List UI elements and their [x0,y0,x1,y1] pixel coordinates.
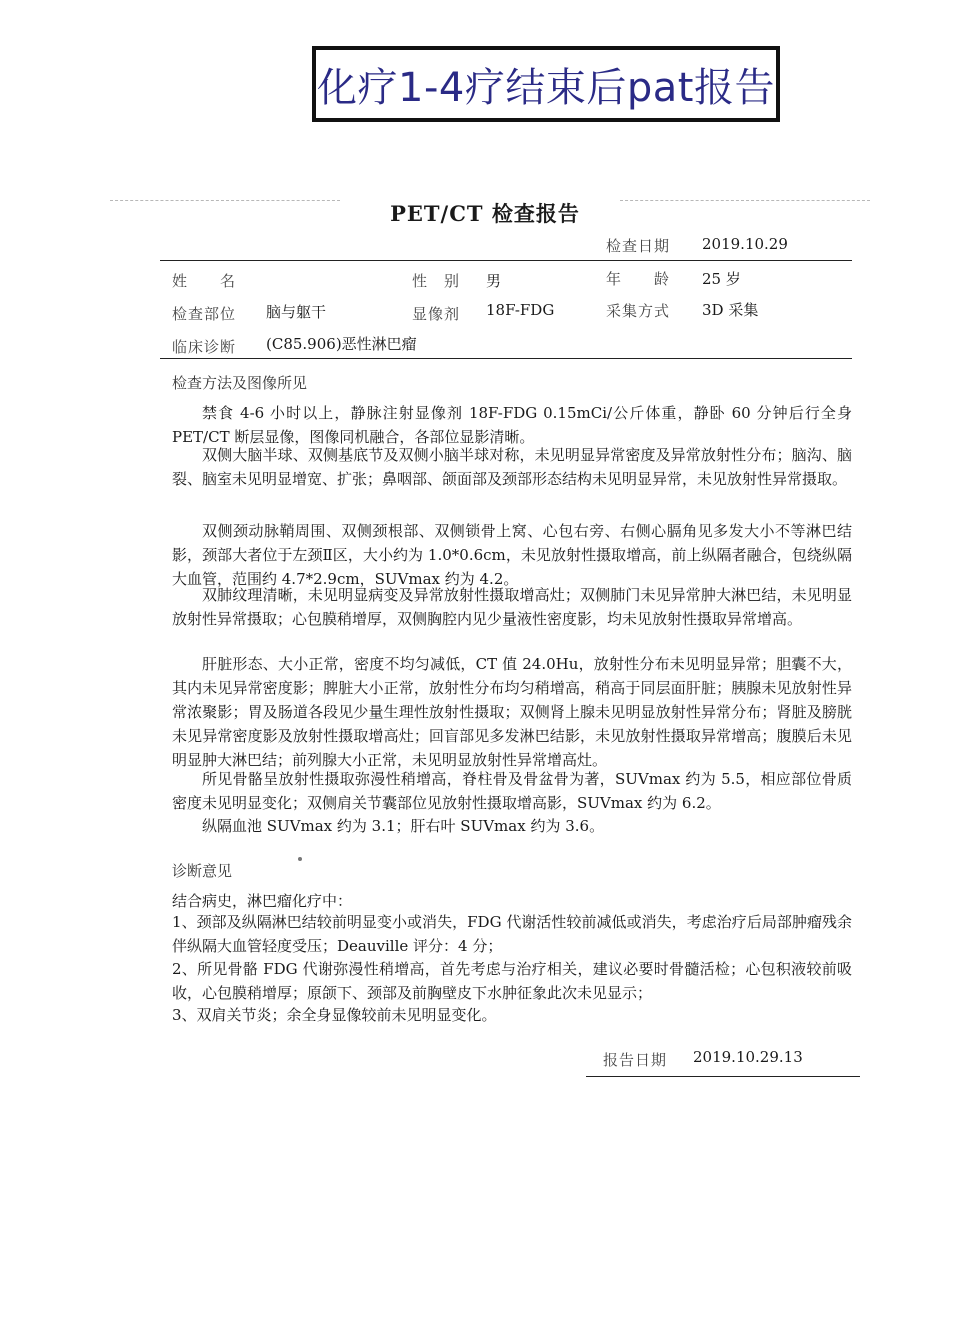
agent-value: 18F-FDG [486,301,555,319]
mode-label: 采集方式 [606,302,671,320]
opinion-item: 2、所见骨骼 FDG 代谢弥漫性稍增高，首先考虑与治疗相关，建议必要时骨髓活检；心包积液较前吸收，心包膜稍增厚；原颌下、颈部及前胸壁皮下水肿征象此次未见显示； [172,960,852,1002]
findings-paragraph: 禁食 4-6 小时以上，静脉注射显像剂 18F-FDG 0.15mCi/公斤体重，静卧 60 分钟后行全身PET/CT 断层显像，图像同机融合，各部位显影清晰。 [172,404,852,446]
age-value: 25 岁 [702,270,741,288]
exam-date-value: 2019.10.29 [702,235,788,253]
scan-speck [298,857,302,861]
diagnosis-value: (C85.906)恶性淋巴瘤 [266,335,417,353]
findings-paragraph: 双侧大脑半球、双侧基底节及双侧小脑半球对称，未见明显异常密度及异常放射性分布；脑沟、脑裂、脑室未见明显增宽、扩张；鼻咽部、颌面部及颈部形态结构未见明显异常，未见放射性异常摄取。 [172,446,852,488]
report-date-value: 2019.10.29.13 [693,1048,803,1066]
report-date-label: 报告日期 [603,1051,668,1069]
report-title: PET/CT 检查报告 [390,201,580,226]
opinion-item: 3、双肩关节炎；余全身显像较前未见明显变化。 [172,1006,497,1024]
findings-paragraph: 双肺纹理清晰，未见明显病变及异常放射性摄取增高灶；双侧肺门未见异常肿大淋巴结，未见明显放射性异常摄取；心包膜稍增厚，双侧胸腔内见少量液性密度影，均未见放射性摄取异常增高。 [172,586,852,628]
report-date-rule [586,1076,860,1077]
opinion-heading: 诊断意见 [172,862,233,880]
findings-heading: 检查方法及图像所见 [172,374,308,392]
mode-value: 3D 采集 [702,301,759,319]
site-value: 脑与躯干 [266,303,327,321]
diagnosis-label: 临床诊断 [172,338,237,356]
agent-label: 显像剂 [412,305,461,323]
handwritten-style-banner: 化疗1-4疗结束后pat报告 [312,46,780,122]
header-bottom-rule [160,358,852,359]
opinion-intro: 结合病史，淋巴瘤化疗中： [172,892,353,910]
header-top-rule [160,260,852,261]
name-label: 姓 名 [172,272,237,290]
sex-label: 性 别 [412,272,461,290]
sex-value: 男 [486,272,502,290]
exam-date-label: 检查日期 [606,237,671,255]
findings-paragraph: 肝脏形态、大小正常，密度不均匀减低，CT 值 24.0Hu，放射性分布未见明显异常；胆囊不大，其内未见异常密度影；脾脏大小正常，放射性分布均匀稍增高，稍高于同层面肝脏；胰腺未见放射性异常浓聚影；胃及肠道各段见少量生理性放射性摄取；双侧肾上腺未见明显放射性异常分布；肾脏及膀胱未见异常密度影及放射性摄取增高灶；回盲部见多发淋巴结影，未见放射性摄取异常增高；腹膜后未见明显肿大淋巴结；前列腺大小正常，未见明显放射性异常增高灶。 [172,655,852,769]
site-label: 检查部位 [172,305,237,323]
opinion-item: 1、颈部及纵隔淋巴结较前明显变小或消失，FDG 代谢活性较前减低或消失，考虑治疗后局部肿瘤残余伴纵隔大血管轻度受压；Deauville 评分：4 分； [172,913,852,955]
age-label: 年 龄 [606,270,671,288]
findings-paragraph: 纵隔血池 SUVmax 约为 3.1；肝右叶 SUVmax 约为 3.6。 [202,817,605,835]
findings-paragraph: 双侧颈动脉鞘周围、双侧颈根部、双侧锁骨上窝、心包右旁、右侧心膈角见多发大小不等淋巴结影，颈部大者位于左颈Ⅱ区，大小约为 1.0*0.6cm，未见放射性摄取增高，前上纵隔者融合，包绕纵隔大血管，范围约 4.7*2.9cm，SUVmax 约为 4.2。 [172,522,852,588]
findings-paragraph: 所见骨骼呈放射性摄取弥漫性稍增高，脊柱骨及骨盆骨为著，SUVmax 约为 5.5，相应部位骨质密度未见明显变化；双侧肩关节囊部位见放射性摄取增高影，SUVmax 约为 6.2。 [172,770,852,812]
